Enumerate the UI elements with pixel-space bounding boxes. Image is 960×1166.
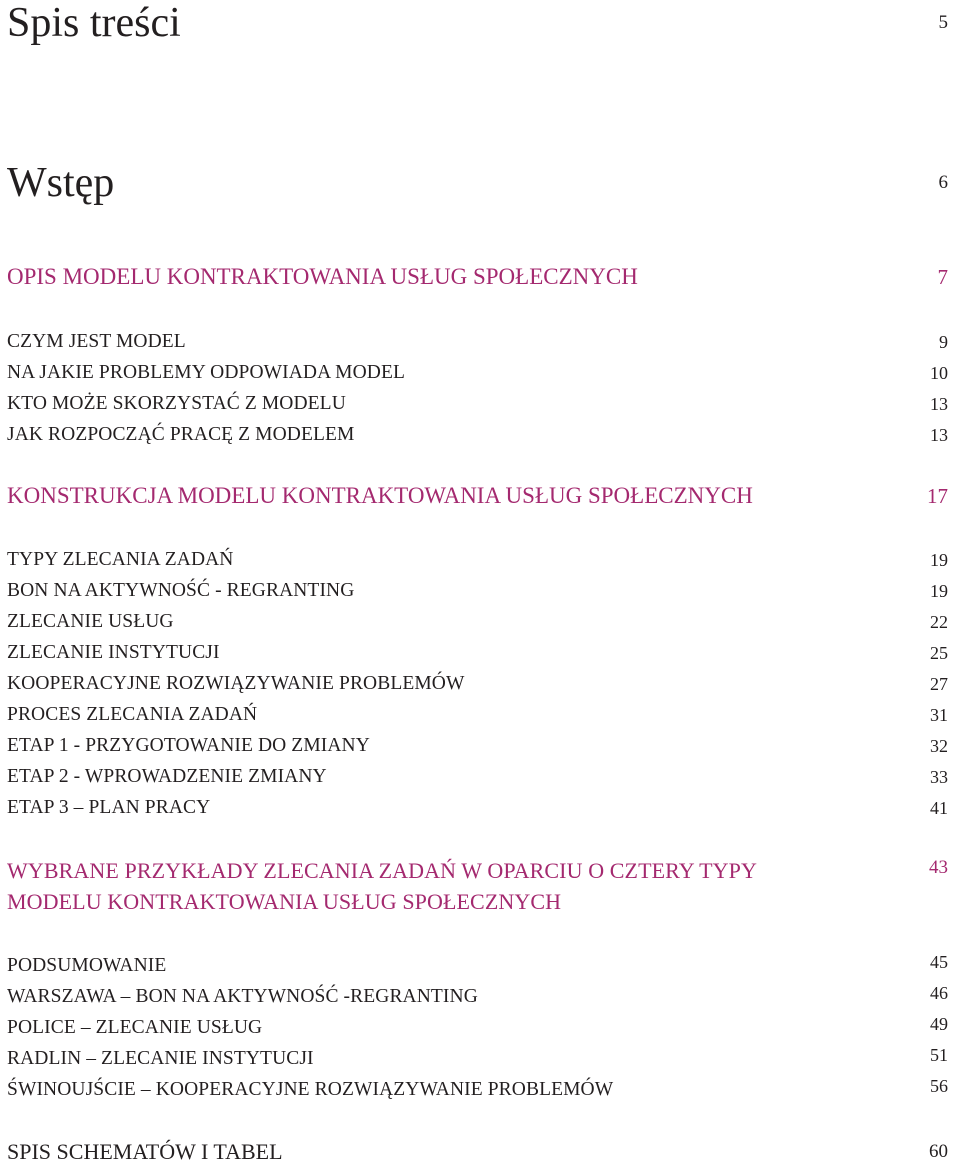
toc-section-2-title: KONSTRUKCJA MODELU KONTRAKTOWANIA USŁUG SPOŁECZNYCH [7, 483, 753, 508]
toc-entry[interactable] [7, 734, 948, 758]
toc-entry-title: JAK ROZPOCZĄĆ PRACĘ Z MODELEM [7, 424, 355, 445]
toc-section-3-title-line-1: WYBRANE PRZYKŁADY ZLECANIA ZADAŃ W OPARCIU O CZTERY TYPY [7, 858, 757, 883]
toc-entry[interactable] [7, 423, 948, 447]
toc-entry[interactable] [7, 765, 948, 789]
toc-entry-page: 46 [930, 983, 948, 1003]
toc-entry-page: 45 [930, 952, 948, 972]
toc-entry[interactable] [7, 392, 948, 416]
toc-entry-title: ETAP 1 - PRZYGOTOWANIE DO ZMIANY [7, 735, 370, 756]
toc-entry-title: PROCES ZLECANIA ZADAŃ [7, 704, 258, 725]
toc-section-4[interactable] [7, 1139, 948, 1165]
toc-entry-page: 27 [930, 674, 948, 694]
toc-entry-title: PODSUMOWANIE [7, 955, 167, 976]
toc-section-4-title: SPIS SCHEMATÓW I TABEL [7, 1139, 283, 1164]
toc-section-1[interactable] [7, 264, 948, 290]
toc-heading-title: Spis treści [7, 0, 181, 46]
toc-entry-title: NA JAKIE PROBLEMY ODPOWIADA MODEL [7, 362, 405, 383]
toc-intro[interactable] [7, 160, 948, 206]
toc-section-3-title-line-2: MODELU KONTRAKTOWANIA USŁUG SPOŁECZNYCH [7, 889, 562, 914]
toc-entry-page: 41 [930, 798, 948, 818]
toc-entry[interactable] [7, 954, 948, 978]
toc-entry-title: TYPY ZLECANIA ZADAŃ [7, 549, 234, 570]
toc-section-1-title: OPIS MODELU KONTRAKTOWANIA USŁUG SPOŁECZNYCH [7, 264, 638, 289]
toc-entry-title: KOOPERACYJNE ROZWIĄZYWANIE PROBLEMÓW [7, 673, 465, 694]
toc-heading [7, 0, 948, 46]
toc-entry-title: POLICE – ZLECANIE USŁUG [7, 1017, 263, 1038]
toc-entry-page: 49 [930, 1014, 948, 1034]
toc-entry-page: 13 [930, 394, 948, 414]
toc-section-2[interactable] [7, 483, 948, 509]
toc-section-3-title [7, 855, 757, 917]
toc-intro-title: Wstęp [7, 160, 115, 206]
toc-entry-title: ZLECANIE INSTYTUCJI [7, 642, 220, 663]
toc-entry[interactable] [7, 610, 948, 634]
toc-entry-page: 33 [930, 767, 948, 787]
toc-entry-title: RADLIN – ZLECANIE INSTYTUCJI [7, 1048, 314, 1069]
toc-entry-title: WARSZAWA – BON NA AKTYWNOŚĆ -REGRANTING [7, 986, 478, 1007]
toc-entry-page: 32 [930, 736, 948, 756]
toc-entry-page: 19 [930, 581, 948, 601]
toc-entry-page: 13 [930, 425, 948, 445]
toc-section-4-page: 60 [929, 1141, 948, 1162]
toc-entry[interactable] [7, 1047, 948, 1071]
toc-entry-title: CZYM JEST MODEL [7, 331, 186, 352]
toc-entry-title: ETAP 3 – PLAN PRACY [7, 797, 211, 818]
toc-entry-title: ŚWINOUJŚCIE – KOOPERACYJNE ROZWIĄZYWANIE PROBLEMÓW [7, 1079, 614, 1100]
toc-entry-page: 31 [930, 705, 948, 725]
toc-entry[interactable] [7, 548, 948, 572]
toc-entry-page: 9 [939, 332, 948, 352]
toc-entry[interactable] [7, 796, 948, 820]
toc-heading-page: 5 [938, 12, 948, 33]
toc-entry[interactable] [7, 703, 948, 727]
toc-entry[interactable] [7, 985, 948, 1009]
toc-entry-page: 22 [930, 612, 948, 632]
toc-entry[interactable] [7, 1016, 948, 1040]
toc-entry[interactable] [7, 361, 948, 385]
toc-section-1-page: 7 [937, 265, 948, 289]
toc-entry[interactable] [7, 672, 948, 696]
toc-section-2-page: 17 [927, 484, 948, 508]
toc-entry-title: ZLECANIE USŁUG [7, 611, 174, 632]
toc-entry-page: 10 [930, 363, 948, 383]
toc-entry-page: 51 [930, 1045, 948, 1065]
toc-entry-title: ETAP 2 - WPROWADZENIE ZMIANY [7, 766, 327, 787]
toc-entry-title: BON NA AKTYWNOŚĆ - REGRANTING [7, 580, 355, 601]
toc-intro-page: 6 [938, 172, 948, 193]
toc-entry[interactable] [7, 330, 948, 354]
toc-entry-page: 19 [930, 550, 948, 570]
toc-entry-page: 25 [930, 643, 948, 663]
toc-entry-page: 56 [930, 1076, 948, 1096]
toc-entry[interactable] [7, 641, 948, 665]
toc-entry[interactable] [7, 579, 948, 603]
toc-entry[interactable] [7, 1078, 948, 1102]
toc-section-3[interactable] [7, 855, 948, 917]
toc-section-3-page: 43 [929, 857, 948, 878]
toc-entry-title: KTO MOŻE SKORZYSTAĆ Z MODELU [7, 393, 346, 414]
